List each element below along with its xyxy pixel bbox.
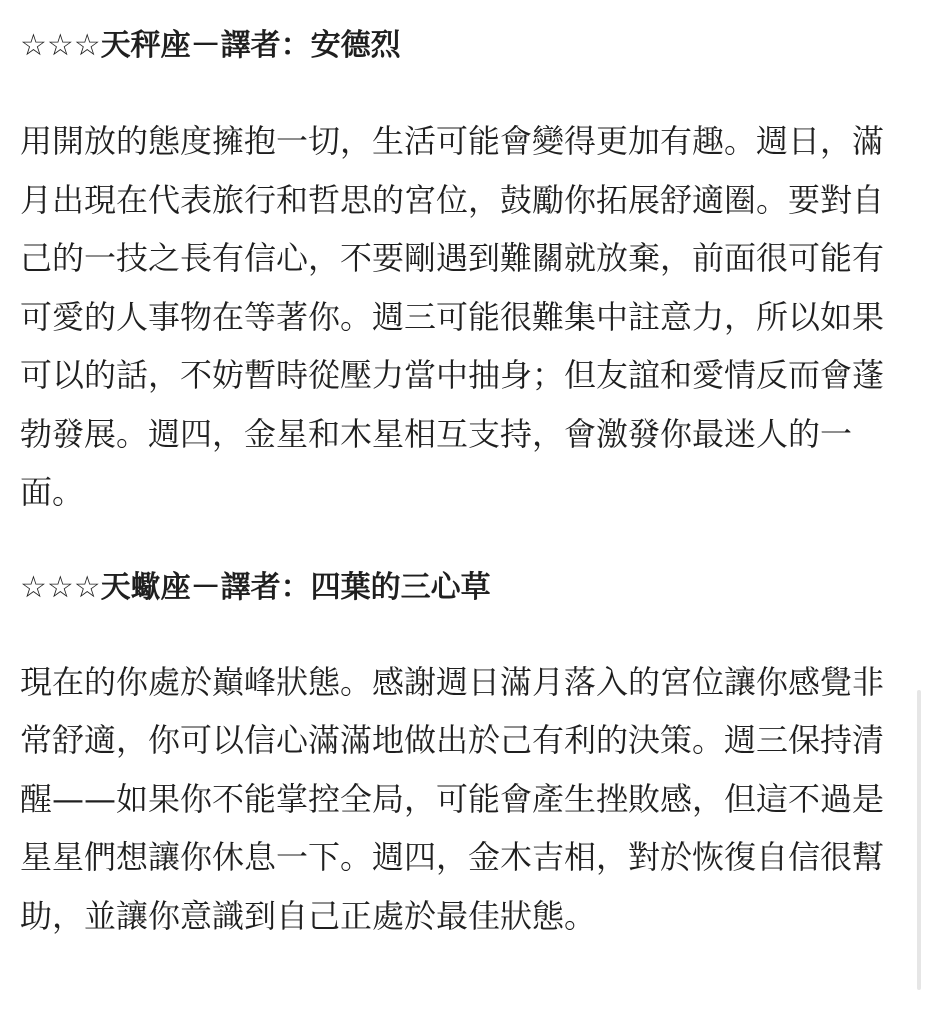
section-paragraph-libra: 用開放的態度擁抱一切，生活可能會變得更加有趣。週日，滿月出現在代表旅行和哲思的宮位，鼓勵你拓展舒適圈。要對自己的一技之長有信心，不要剛遇到難關就放棄，前面很可能有可愛的人事物在等著你。週三可能很難集中註意力，所以如果可以的話，不妨暫時從壓力當中抽身；但友誼和愛情反而會蓬勃發展。週四，金星和木星相互支持，會激發你最迷人的一面。 [20,122,885,511]
section-heading-scorpio: ☆☆☆天蠍座－譯者：四葉的三心草 [20,569,491,605]
horoscope-article [20,18,905,945]
scrollbar-thumb[interactable] [917,690,921,990]
section-paragraph-scorpio: 現在的你處於巔峰狀態。感謝週日滿月落入的宮位讓你感覺非常舒適，你可以信心滿滿地做出於己有利的決策。週三保持清醒——如果你不能掌控全局，可能會產生挫敗感，但這不過是星星們想讓你休息一下。週四，金木吉相，對於恢復自信很幫助，並讓你意識到自己正處於最佳狀態。 [20,662,885,935]
section-heading-libra: ☆☆☆天秤座－譯者：安德烈 [20,28,401,63]
